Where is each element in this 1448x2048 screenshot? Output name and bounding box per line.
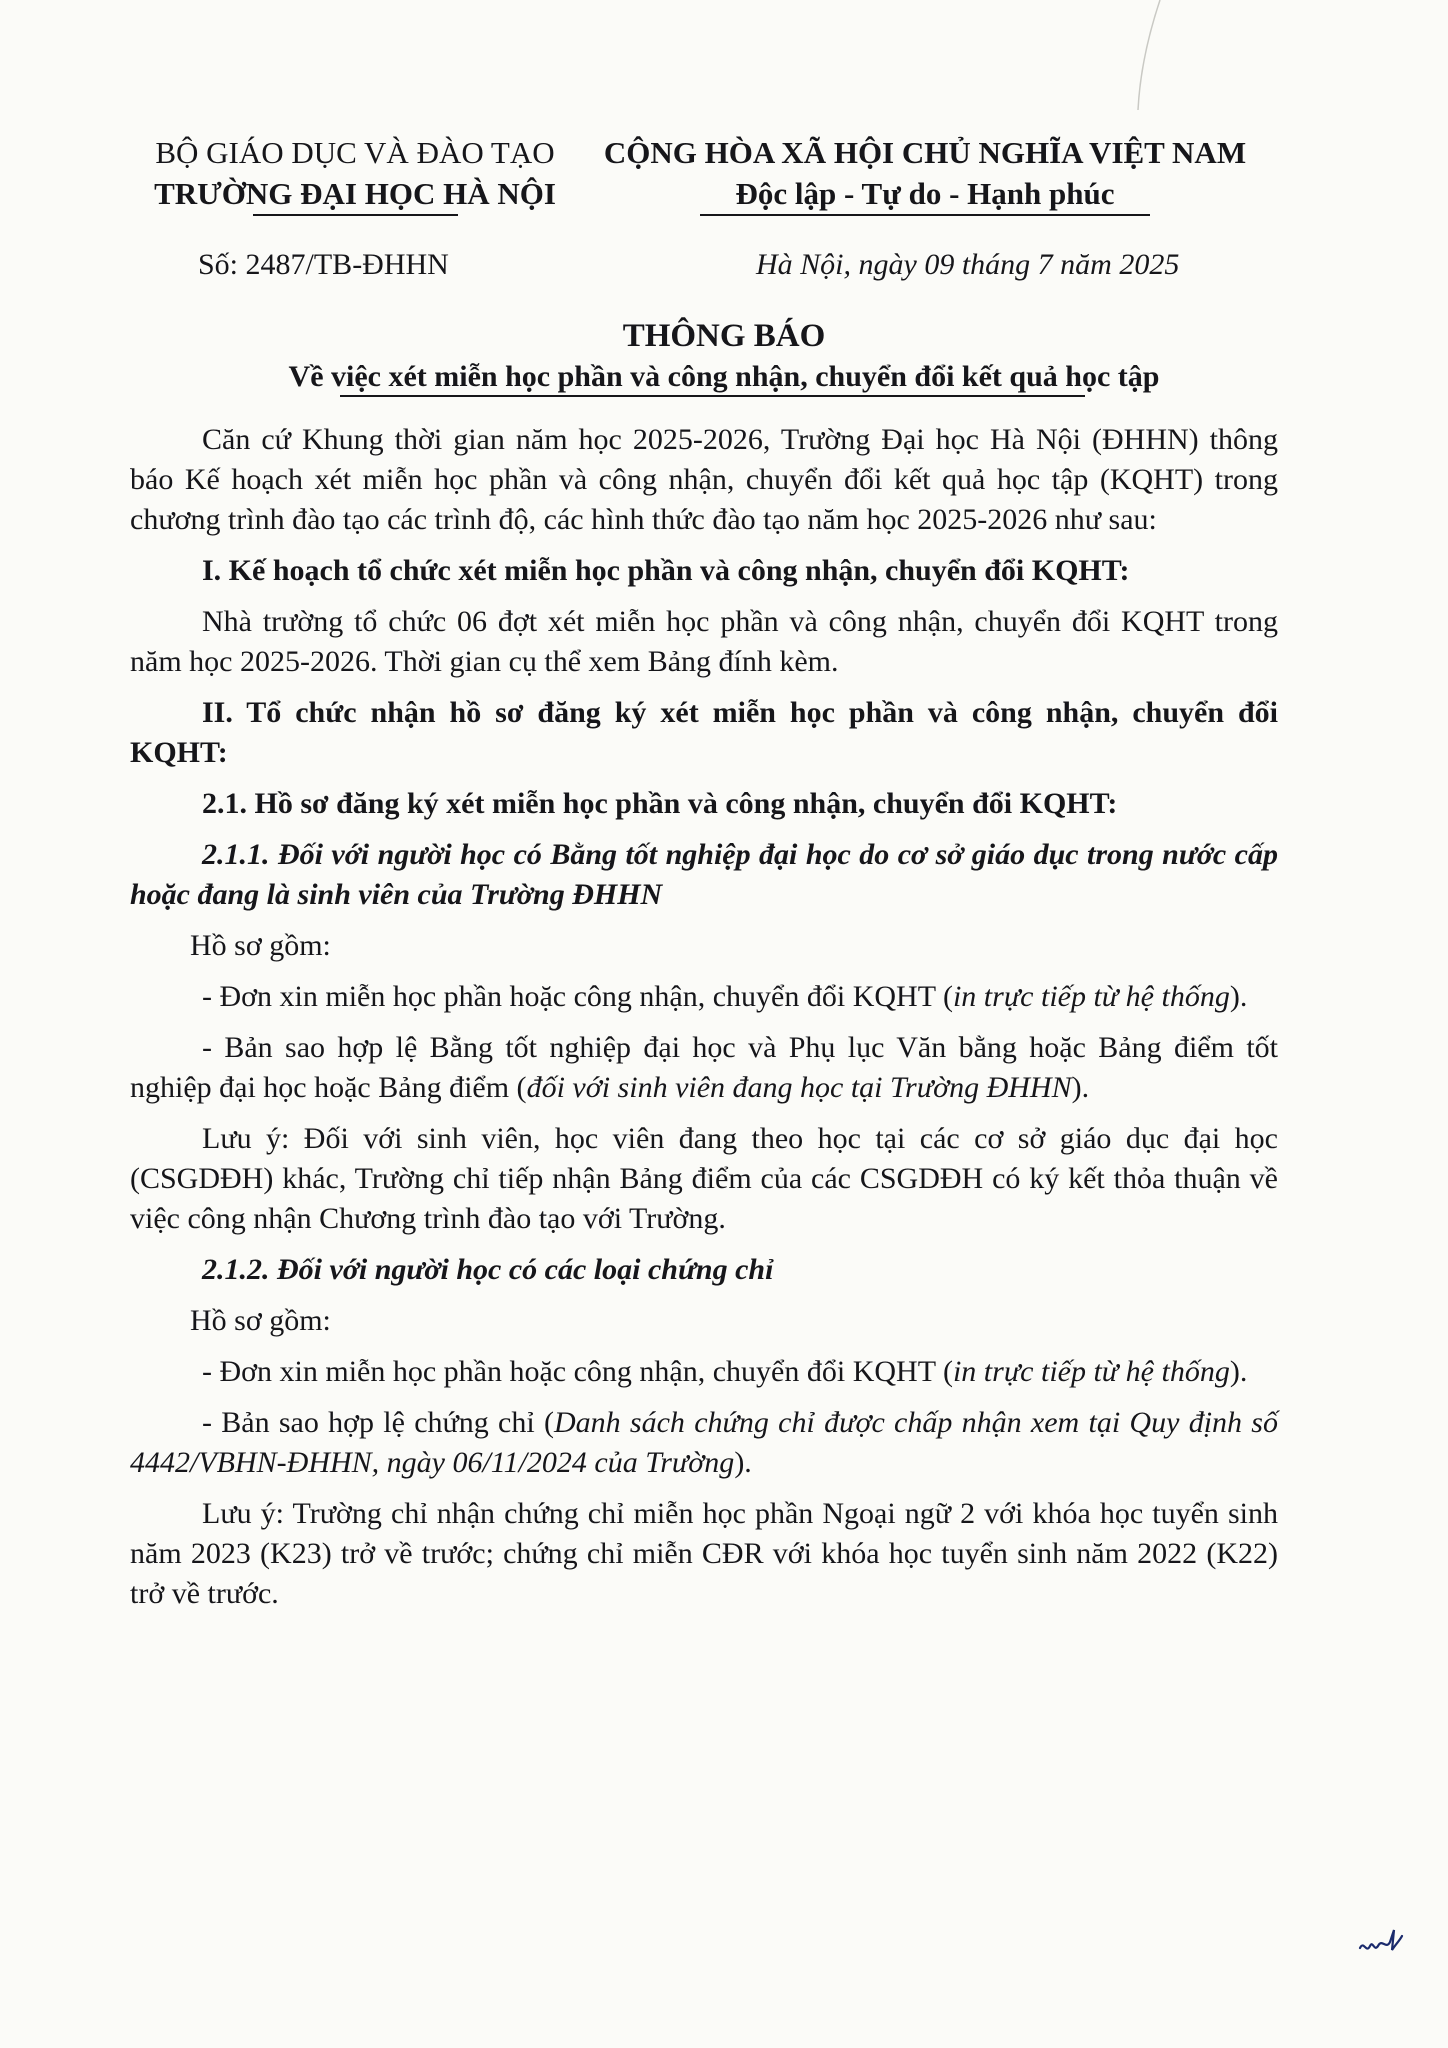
national-motto: Độc lập - Tự do - Hạnh phúc (735, 176, 1115, 211)
handwritten-initials (1356, 1920, 1406, 1960)
section-2-1-1-heading: 2.1.1. Đối với người học có Bằng tốt nghiệp đại học do cơ sở giáo dục trong nước cấp hoặc đang là sinh viên của Trường ĐHHN (130, 838, 1278, 911)
section-2-1-2-note: Lưu ý: Trường chỉ nhận chứng chỉ miễn học phần Ngoại ngữ 2 với khóa học tuyển sinh năm 2023 (K23) trở về trước; chứng chỉ miễn CĐR với khóa học tuyển sinh năm 2022 (K22) trở về trước. (130, 1497, 1278, 1610)
document-body (130, 420, 1278, 1625)
section-2-1-heading: 2.1. Hồ sơ đăng ký xét miễn học phần và công nhận, chuyển đổi KQHT: (202, 787, 1118, 820)
document-number: Số: 2487/TB-ĐHHN (198, 248, 449, 281)
section-2-1-1-item-2: - Bản sao hợp lệ Bằng tốt nghiệp đại học và Phụ lục Văn bằng hoặc Bảng điểm tốt nghiệp đại học hoặc Bảng điểm (đối với sinh viên đang học tại Trường ĐHHN). (130, 1031, 1278, 1104)
document-date: Hà Nội, ngày 09 tháng 7 năm 2025 (756, 248, 1180, 281)
intro-paragraph: Căn cứ Khung thời gian năm học 2025-2026, Trường Đại học Hà Nội (ĐHHN) thông báo Kế hoạch xét miễn học phần và công nhận, chuyển đổi kết quả học tập (KQHT) trong chương trình đào tạo các trình độ, các hình thức đào tạo năm học 2025-2026 như sau: (130, 423, 1278, 536)
document-subtitle: Về việc xét miễn học phần và công nhận, chuyển đổi kết quả học tập (288, 360, 1160, 393)
country-name: CỘNG HÒA XÃ HỘI CHỦ NGHĨA VIỆT NAM (603, 135, 1247, 170)
section-1-text: Nhà trường tổ chức 06 đợt xét miễn học phần và công nhận, chuyển đổi KQHT trong năm học 2025-2026. Thời gian cụ thể xem Bảng đính kèm. (130, 605, 1278, 678)
section-2-1-2-label: Hồ sơ gồm: (190, 1304, 331, 1337)
scan-edge-mark (1110, 0, 1180, 130)
document-title: THÔNG BÁO (622, 318, 826, 354)
university-name: TRƯỜNG ĐẠI HỌC HÀ NỘI (154, 176, 556, 211)
section-1-heading: I. Kế hoạch tổ chức xét miễn học phần và công nhận, chuyển đổi KQHT: (202, 554, 1130, 587)
section-2-1-1-note: Lưu ý: Đối với sinh viên, học viên đang theo học tại các cơ sở giáo dục đại học (CSGDĐH) khác, Trường chỉ tiếp nhận Bảng điểm của các CSGDĐH có ký kết thỏa thuận về việc công nhận Chương trình đào tạo với Trường. (130, 1122, 1278, 1235)
motto-underline (700, 214, 1150, 216)
section-2-1-1-item-1: - Đơn xin miễn học phần hoặc công nhận, chuyển đổi KQHT (in trực tiếp từ hệ thống). (202, 980, 1248, 1013)
national-header (590, 132, 1260, 214)
section-2-heading: II. Tổ chức nhận hồ sơ đăng ký xét miễn học phần và công nhận, chuyển đổi KQHT: (130, 696, 1278, 769)
section-2-1-1-label: Hồ sơ gồm: (190, 929, 331, 962)
issuer-underline (253, 214, 458, 216)
section-2-1-2-item-1: - Đơn xin miễn học phần hoặc công nhận, chuyển đổi KQHT (in trực tiếp từ hệ thống). (202, 1355, 1248, 1388)
ministry-name: BỘ GIÁO DỤC VÀ ĐÀO TẠO (155, 135, 555, 170)
issuer-header (120, 132, 590, 214)
section-2-1-2-heading: 2.1.2. Đối với người học có các loại chứng chỉ (202, 1253, 774, 1286)
section-2-1-2-item-2: - Bản sao hợp lệ chứng chỉ (Danh sách chứng chỉ được chấp nhận xem tại Quy định số 4442/VBHN-ĐHHN, ngày 06/11/2024 của Trường). (130, 1406, 1278, 1479)
subtitle-underline (340, 395, 1085, 397)
